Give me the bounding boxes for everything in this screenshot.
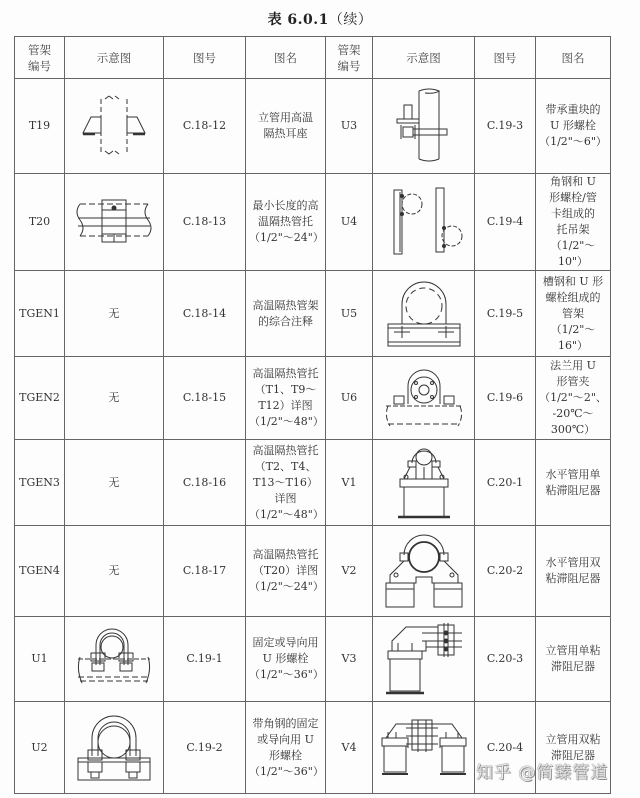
support-code: V4: [326, 702, 373, 794]
figure-name: 固定或导向用 U 形螺栓 （1/2"～36"）: [246, 617, 326, 702]
figure-number: C.19-2: [164, 702, 246, 794]
schematic-cell: [65, 702, 164, 794]
u3-u-bolt-with-weight-block-drawing-icon: [389, 85, 459, 167]
figure-number: C.18-16: [164, 440, 246, 526]
figure-name: 高温隔热管架 的综合注释: [246, 271, 326, 357]
table-row: [15, 526, 611, 617]
figure-name: 带角钢的固定 或导向用 U 形螺栓 （1/2"～36"）: [246, 702, 326, 794]
figure-name: 立管用双粘 滞阻尼器: [536, 702, 611, 794]
support-code: TGEN3: [15, 440, 65, 526]
table-row: [15, 357, 611, 440]
v2-double-viscous-damper-drawing-icon: [382, 531, 466, 611]
figure-name: 高温隔热管托 （T2、T4、 T13～T16） 详图 （1/2"～48"）: [246, 440, 326, 526]
header-code-right: 管架 编号: [326, 37, 373, 79]
figure-name: 高温隔热管托 （T20）详图 （1/2"～24"）: [246, 526, 326, 617]
schematic-cell: [65, 617, 164, 702]
figure-number: C.19-5: [475, 271, 536, 357]
u4-angle-steel-hanger-drawing-icon: [384, 186, 464, 258]
support-code: U6: [326, 357, 373, 440]
schematic-cell: [373, 702, 475, 794]
figure-name: 高温隔热管托 （T1、T9～ T12）详图 （1/2"～48"）: [246, 357, 326, 440]
header-fig-no: 图号: [164, 37, 246, 79]
figure-number: C.20-2: [475, 526, 536, 617]
figure-name: 水平管用单 粘滞阻尼器: [536, 440, 611, 526]
figure-number: C.20-4: [475, 702, 536, 794]
table-row: [15, 271, 611, 357]
support-code: U5: [326, 271, 373, 357]
table-row: [15, 440, 611, 526]
support-code: U3: [326, 79, 373, 174]
header-row: [15, 37, 611, 79]
figure-name: 水平管用双 粘滞阻尼器: [536, 526, 611, 617]
schematic-cell: [373, 79, 475, 174]
header-figure-right: 示意图: [373, 37, 475, 79]
figure-name: 立管用单粘 滞阻尼器: [536, 617, 611, 702]
header-fig-name-right: 图名: [536, 37, 611, 79]
table-title-main: 表 6.0.1: [267, 12, 329, 28]
support-code: U4: [326, 174, 373, 271]
t20-pipe-shoe-drawing-icon: [74, 196, 154, 248]
figure-name: 带承重块的 U 形螺栓 （1/2"～6"）: [536, 79, 611, 174]
schematic-none: 无: [65, 440, 164, 526]
table-row: [15, 174, 611, 271]
table-row: [15, 79, 611, 174]
figure-number: C.18-12: [164, 79, 246, 174]
support-code: V2: [326, 526, 373, 617]
schematic-cell: [373, 357, 475, 440]
schematic-cell: [65, 79, 164, 174]
v4-vertical-double-damper-drawing-icon: [380, 718, 468, 778]
figure-number: C.18-17: [164, 526, 246, 617]
schematic-none: 无: [65, 271, 164, 357]
table-row: [15, 617, 611, 702]
figure-name: 角钢和 U 形螺栓/管 卡组成的 托吊架 （1/2"～10"）: [536, 174, 611, 271]
figure-number: C.18-13: [164, 174, 246, 271]
support-code: TGEN1: [15, 271, 65, 357]
schematic-none: 无: [65, 357, 164, 440]
u5-channel-u-bolt-drawing-icon: [382, 278, 466, 350]
figure-name: 法兰用 U 形管夹 （1/2"～2"、 -20℃～ 300℃）: [536, 357, 611, 440]
support-code: U1: [15, 617, 65, 702]
schematic-cell: [373, 174, 475, 271]
schematic-cell: [65, 174, 164, 271]
table-title-suffix: （续）: [328, 12, 373, 28]
schematic-cell: [373, 271, 475, 357]
header-fig-no-right: 图号: [475, 37, 536, 79]
figure-name: 最小长度的高 温隔热管托 （1/2"～24"）: [246, 174, 326, 271]
figure-number: C.20-1: [475, 440, 536, 526]
watermark: 知乎 @简臻管道: [476, 763, 609, 783]
schematic-cell: [373, 617, 475, 702]
figure-number: C.19-6: [475, 357, 536, 440]
support-code: TGEN4: [15, 526, 65, 617]
support-code: U2: [15, 702, 65, 794]
pipe-support-table: [14, 36, 611, 794]
figure-number: C.19-4: [475, 174, 536, 271]
support-code: T19: [15, 79, 65, 174]
figure-number: C.19-1: [164, 617, 246, 702]
header-code: 管架 编号: [15, 37, 65, 79]
support-code: V1: [326, 440, 373, 526]
v1-single-viscous-damper-drawing-icon: [396, 443, 452, 523]
figure-number: C.19-3: [475, 79, 536, 174]
figure-number: C.18-14: [164, 271, 246, 357]
header-fig-name: 图名: [246, 37, 326, 79]
u2-u-bolt-angle-steel-drawing-icon: [74, 710, 154, 786]
figure-name: 立管用高温 隔热耳座: [246, 79, 326, 174]
figure-name: 槽钢和 U 形 螺栓组成的 管架 （1/2"～16"）: [536, 271, 611, 357]
u1-u-bolt-drawing-icon: [74, 625, 154, 693]
support-code: V3: [326, 617, 373, 702]
u6-flange-u-clamp-drawing-icon: [382, 366, 466, 430]
support-code: T20: [15, 174, 65, 271]
v3-vertical-single-damper-drawing-icon: [382, 621, 466, 697]
schematic-cell: [373, 440, 475, 526]
figure-number: C.20-3: [475, 617, 536, 702]
t19-vertical-pipe-lug-drawing-icon: [79, 91, 149, 161]
figure-number: C.18-15: [164, 357, 246, 440]
header-figure: 示意图: [65, 37, 164, 79]
support-code: TGEN2: [15, 357, 65, 440]
schematic-none: 无: [65, 526, 164, 617]
schematic-cell: [373, 526, 475, 617]
table-title: [0, 9, 640, 29]
